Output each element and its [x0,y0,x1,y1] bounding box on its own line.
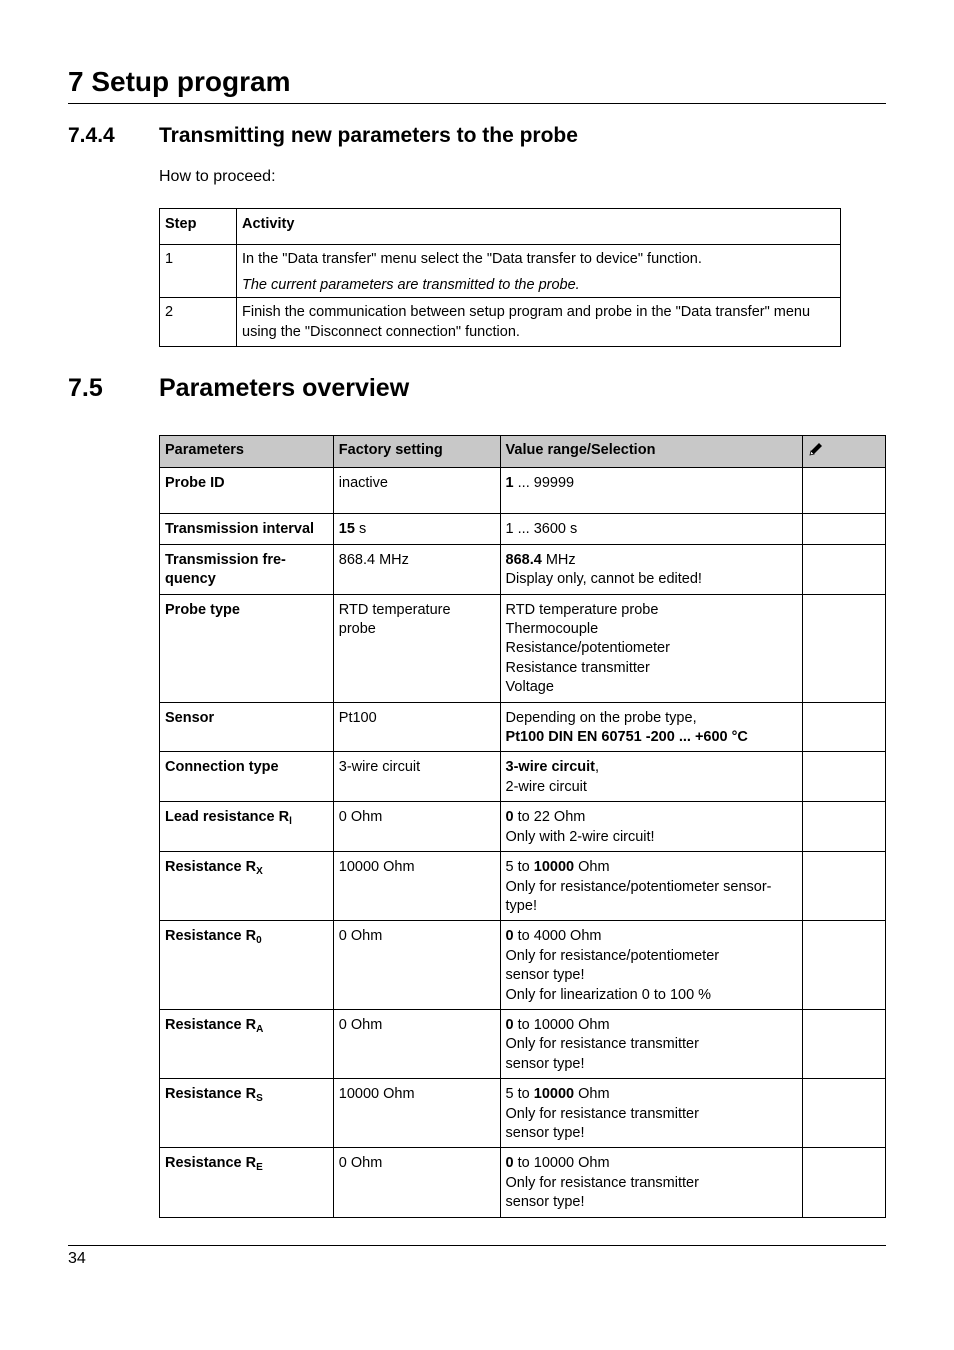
param-edit [803,921,886,1010]
param-factory: 3-wire circuit [333,752,500,802]
param-factory: 0 Ohm [333,921,500,1010]
param-edit [803,514,886,544]
table-row [160,514,886,544]
param-name: Resistance $R_0$ [160,921,334,1010]
table-row [160,1009,886,1078]
param-edit [803,594,886,702]
param-range: 0 to 10000 Ohm Only for resistance transmitter sensor type! [500,1009,803,1078]
table-row [160,702,886,752]
param-name: Lead resistance $R_l$ [160,802,334,852]
activity-result: The current parameters are transmitted to the probe. [242,277,580,293]
steps-table [159,208,841,347]
param-name: Transmission interval [160,514,334,544]
param-name: Resistance $R_E$ [160,1148,334,1217]
param-range: 5 to 10000 Ohm Only for resistance transmitter sensor type! [500,1079,803,1148]
table-row [160,1079,886,1148]
param-name: Resistance $R_A$ [160,1009,334,1078]
section-title: Parameters overview [159,374,410,402]
table-row [160,298,841,347]
section-number: 7.5 [68,374,103,402]
param-edit [803,1079,886,1148]
column-header: Activity [237,209,841,245]
option-item: RTD temperature probe [505,601,659,618]
param-name: Resistance $R_X$ [160,852,334,921]
param-edit [803,468,886,514]
table-row [160,245,841,298]
activity-text: In the "Data transfer" menu select the "Data transfer to device" function. [242,251,702,267]
param-factory: RTD temperature probe [333,594,500,702]
param-factory: 0 Ohm [333,802,500,852]
option-item: Resistance/potentiometer [505,640,670,657]
table-row [160,1148,886,1217]
option-item: Resistance transmitter [505,659,650,676]
param-range: 0 to 10000 Ohm Only for resistance transmitter sensor type! [500,1148,803,1217]
section-number: 7.4.4 [68,124,115,147]
param-name: Resistance $R_S$ [160,1079,334,1148]
param-edit [803,752,886,802]
column-header: Factory setting [333,436,500,468]
param-edit [803,802,886,852]
footer-divider [68,1245,886,1246]
chapter-divider [68,103,886,104]
param-factory: 0 Ohm [333,1009,500,1078]
param-range: Depending on the probe type, Pt100 DIN EN 60751 -200 ... +600 °C [500,702,803,752]
table-row [160,594,886,702]
param-factory: inactive [333,468,500,514]
option-item: Voltage [505,679,554,696]
param-range: 1 ... 99999 [500,468,803,514]
param-range: 5 to 10000 Ohm Only for resistance/potentiometer sensor- type! [500,852,803,921]
page-number: 34 [68,1250,86,1267]
step-activity: Finish the communication between setup program and probe in the "Data transfer" menu using the "Disconnect connection" function. [237,298,841,347]
param-factory: 868.4 MHz [333,544,500,594]
param-factory: 10000 Ohm [333,852,500,921]
column-header: Step [160,209,237,245]
param-range: 1 ... 3600 s [500,514,803,544]
step-activity [237,245,841,298]
table-row [160,802,886,852]
param-range: 0 to 4000 Ohm Only for resistance/potentiometer sensor type! Only for linearization 0 to 100 % [500,921,803,1010]
param-factory: Pt100 [333,702,500,752]
param-edit [803,1148,886,1217]
param-range [500,594,803,702]
param-name: Probe type [160,594,334,702]
parameters-table [159,435,886,1218]
param-range: 0 to 22 Ohm Only with 2-wire circuit! [500,802,803,852]
column-header: Value range/Selection [500,436,803,468]
table-header-row [160,436,886,468]
param-edit [803,1009,886,1078]
table-row [160,921,886,1010]
param-name: Transmission fre- quency [160,544,334,594]
option-item: Thermocouple [505,621,599,638]
column-header: Parameters [160,436,334,468]
step-number: 2 [160,298,237,347]
param-factory: 0 Ohm [333,1148,500,1217]
param-name: Sensor [160,702,334,752]
param-range: 868.4 MHz Display only, cannot be edited! [500,544,803,594]
chapter-title: 7 Setup program [68,66,291,97]
param-edit [803,702,886,752]
table-header-row [160,209,841,245]
table-row [160,468,886,514]
param-factory: 15 s [333,514,500,544]
param-name: Probe ID [160,468,334,514]
table-row [160,544,886,594]
param-factory: 10000 Ohm [333,1079,500,1148]
section-title: Transmitting new parameters to the probe [159,124,578,147]
table-row [160,752,886,802]
intro-text: How to proceed: [159,168,276,185]
param-edit [803,852,886,921]
param-name: Connection type [160,752,334,802]
step-number: 1 [160,245,237,298]
column-header-edit [803,436,886,468]
pencil-icon [808,441,824,457]
table-row [160,852,886,921]
param-range: 3-wire circuit, 2-wire circuit [500,752,803,802]
param-edit [803,544,886,594]
